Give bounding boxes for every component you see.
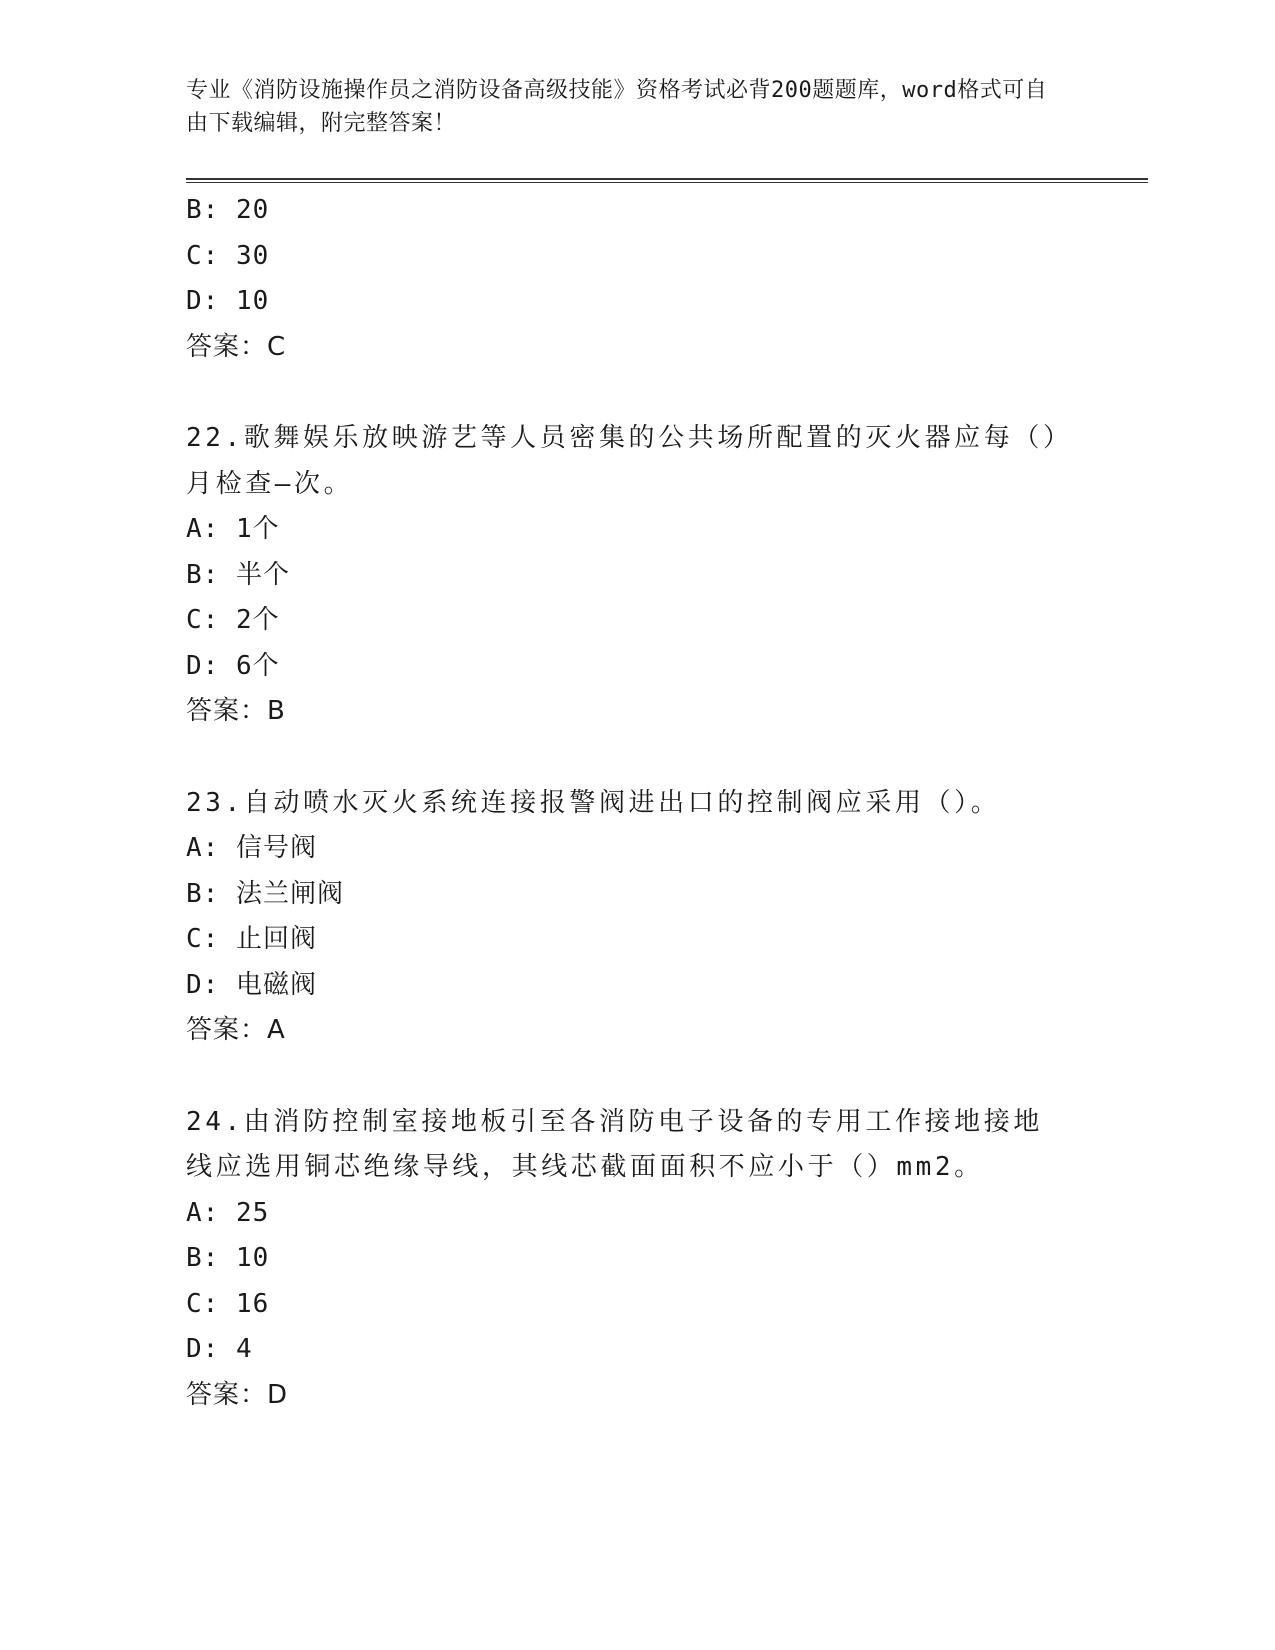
question-22 (186, 416, 1086, 735)
question-list (186, 188, 1086, 1418)
document-header: 专业《消防设施操作员之消防设备高级技能》资格考试必背200题题库，word格式可自由下载编辑，附完整答案！ (186, 78, 1048, 136)
option-b: B: 半个 (186, 559, 290, 590)
option-b: B: 20 (186, 195, 270, 225)
header-divider-thick (186, 178, 1148, 180)
option-d: D: 4 (186, 1334, 253, 1364)
question-24 (186, 1100, 1086, 1419)
question-text: 22.歌舞娱乐放映游艺等人员密集的公共场所配置的灭火器应每（）月检查—次。 (186, 423, 1060, 499)
option-a: A: 25 (186, 1197, 270, 1228)
option-b: B: 法兰闸阀 (186, 878, 344, 909)
question-text: 23.自动喷水灭火系统连接报警阀进出口的控制阀应采用（）。 (186, 787, 1001, 818)
answer-line: 答案：B (186, 696, 286, 726)
option-c: C: 止回阀 (186, 924, 317, 954)
option-b: B: 10 (186, 1243, 270, 1273)
option-d: D: 10 (186, 286, 270, 316)
header-divider-thin (186, 182, 1148, 183)
option-a: A: 1个 (186, 514, 280, 544)
option-c: C: 2个 (186, 605, 280, 635)
option-d: D: 6个 (186, 650, 280, 681)
answer-line: 答案：A (186, 1015, 286, 1045)
option-d: D: 电磁阀 (186, 969, 317, 1000)
answer-line: 答案：C (186, 331, 287, 362)
option-c: C: 16 (186, 1288, 270, 1319)
answer-line: 答案：D (186, 1379, 289, 1410)
option-a: A: 信号阀 (186, 833, 317, 863)
question-23 (186, 781, 1086, 1054)
carryover-block (186, 188, 1086, 370)
option-c: C: 30 (186, 240, 270, 271)
question-text: 24.由消防控制室接地板引至各消防电子设备的专用工作接地接地线应选用铜芯绝缘导线，其线芯截面面积不应小于（）mm2。 (186, 1106, 1043, 1182)
